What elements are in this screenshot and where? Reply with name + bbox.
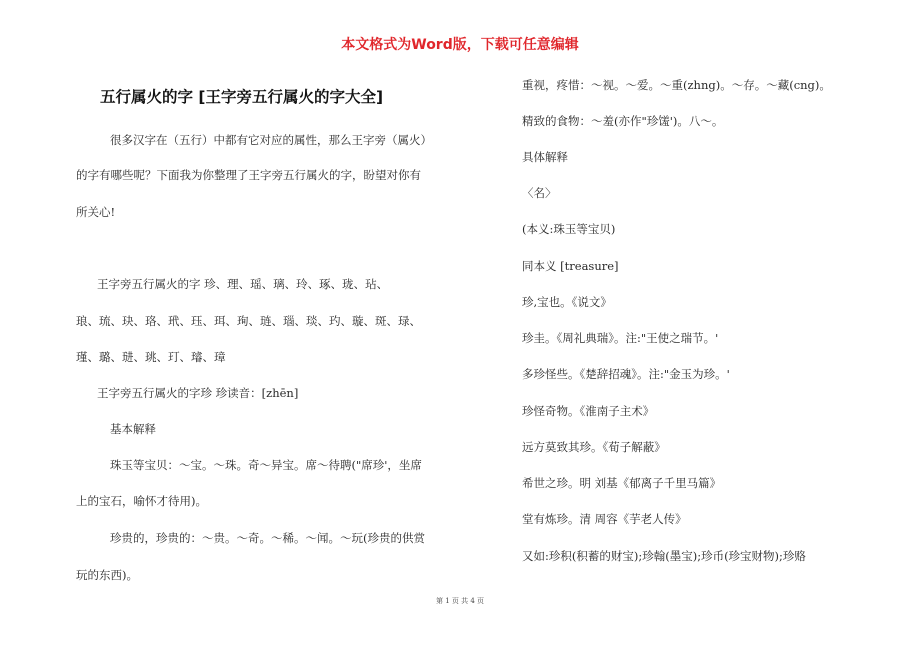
right-line-3: 具体解释 <box>522 150 568 164</box>
right-line-5: (本义:珠玉等宝贝) <box>522 222 616 236</box>
left-line-9: 珠玉等宝贝：～宝。～珠。奇～异宝。席～待聘("席珍'，坐席 <box>110 458 422 472</box>
right-line-14: 又如:珍积(积蓄的财宝);珍翰(墨宝);珍币(珍宝财物);珍赂 <box>522 549 806 563</box>
right-line-11: 远方莫致其珍。《荀子解蔽》 <box>522 440 666 454</box>
right-line-8: 珍圭。《周礼典瑞》。注:"王使之瑞节。' <box>522 331 719 345</box>
left-line-2: 的字有哪些呢？下面我为你整理了王字旁五行属火的字，盼望对你有 <box>76 168 421 182</box>
right-line-4: 〈名〉 <box>522 186 557 200</box>
right-line-12: 希世之珍。明 刘基《郁离子千里马篇》 <box>522 476 722 490</box>
left-line-1: 很多汉字在（五行）中都有它对应的属性，那么王字旁（属火） <box>110 133 432 147</box>
left-line-12: 玩的东西)。 <box>76 568 138 582</box>
page-number: 第 1 页 共 4 页 <box>435 597 485 605</box>
document-banner: 本文格式为Word版，下载可任意编辑 <box>341 37 579 53</box>
left-line-7: 王字旁五行属火的字珍 珍读音：[zhēn] <box>97 386 299 400</box>
right-line-7: 珍,宝也。《说文》 <box>522 295 612 309</box>
left-line-8: 基本解释 <box>110 422 156 436</box>
left-line-11: 珍贵的，珍贵的：～贵。～奇。～稀。～闻。～玩(珍贵的供赏 <box>110 531 425 545</box>
right-line-2: 精致的食物：～羞(亦作"珍馐')。八～。 <box>522 114 724 128</box>
left-line-4: 王字旁五行属火的字 珍、理、瑶、璃、玲、琢、珑、玷、 <box>97 277 389 291</box>
left-line-10: 上的宝石，喻怀才待用)。 <box>76 494 207 508</box>
right-line-6: 同本义 [treasure] <box>522 259 619 273</box>
left-line-3: 所关心! <box>76 205 116 219</box>
right-line-10: 珍怪奇物。《淮南子主术》 <box>522 404 655 418</box>
right-line-1: 重视，疼惜：～视。～爱。～重(zhng)。～存。～藏(cng)。 <box>522 78 831 92</box>
right-line-13: 堂有炼珍。清 周容《芋老人传》 <box>522 512 687 526</box>
document-title: 五行属火的字 [王字旁五行属火的字大全] <box>100 88 384 106</box>
left-line-5: 琅、琉、玦、珞、玳、珏、珥、珣、琏、瑙、琰、玓、璇、斑、琭、 <box>76 314 421 328</box>
left-line-6: 瑾、璐、琎、珧、玎、璿、璋 <box>76 350 226 364</box>
right-line-9: 多珍怪些。《楚辞招魂》。注:"金玉为珍。' <box>522 367 730 381</box>
